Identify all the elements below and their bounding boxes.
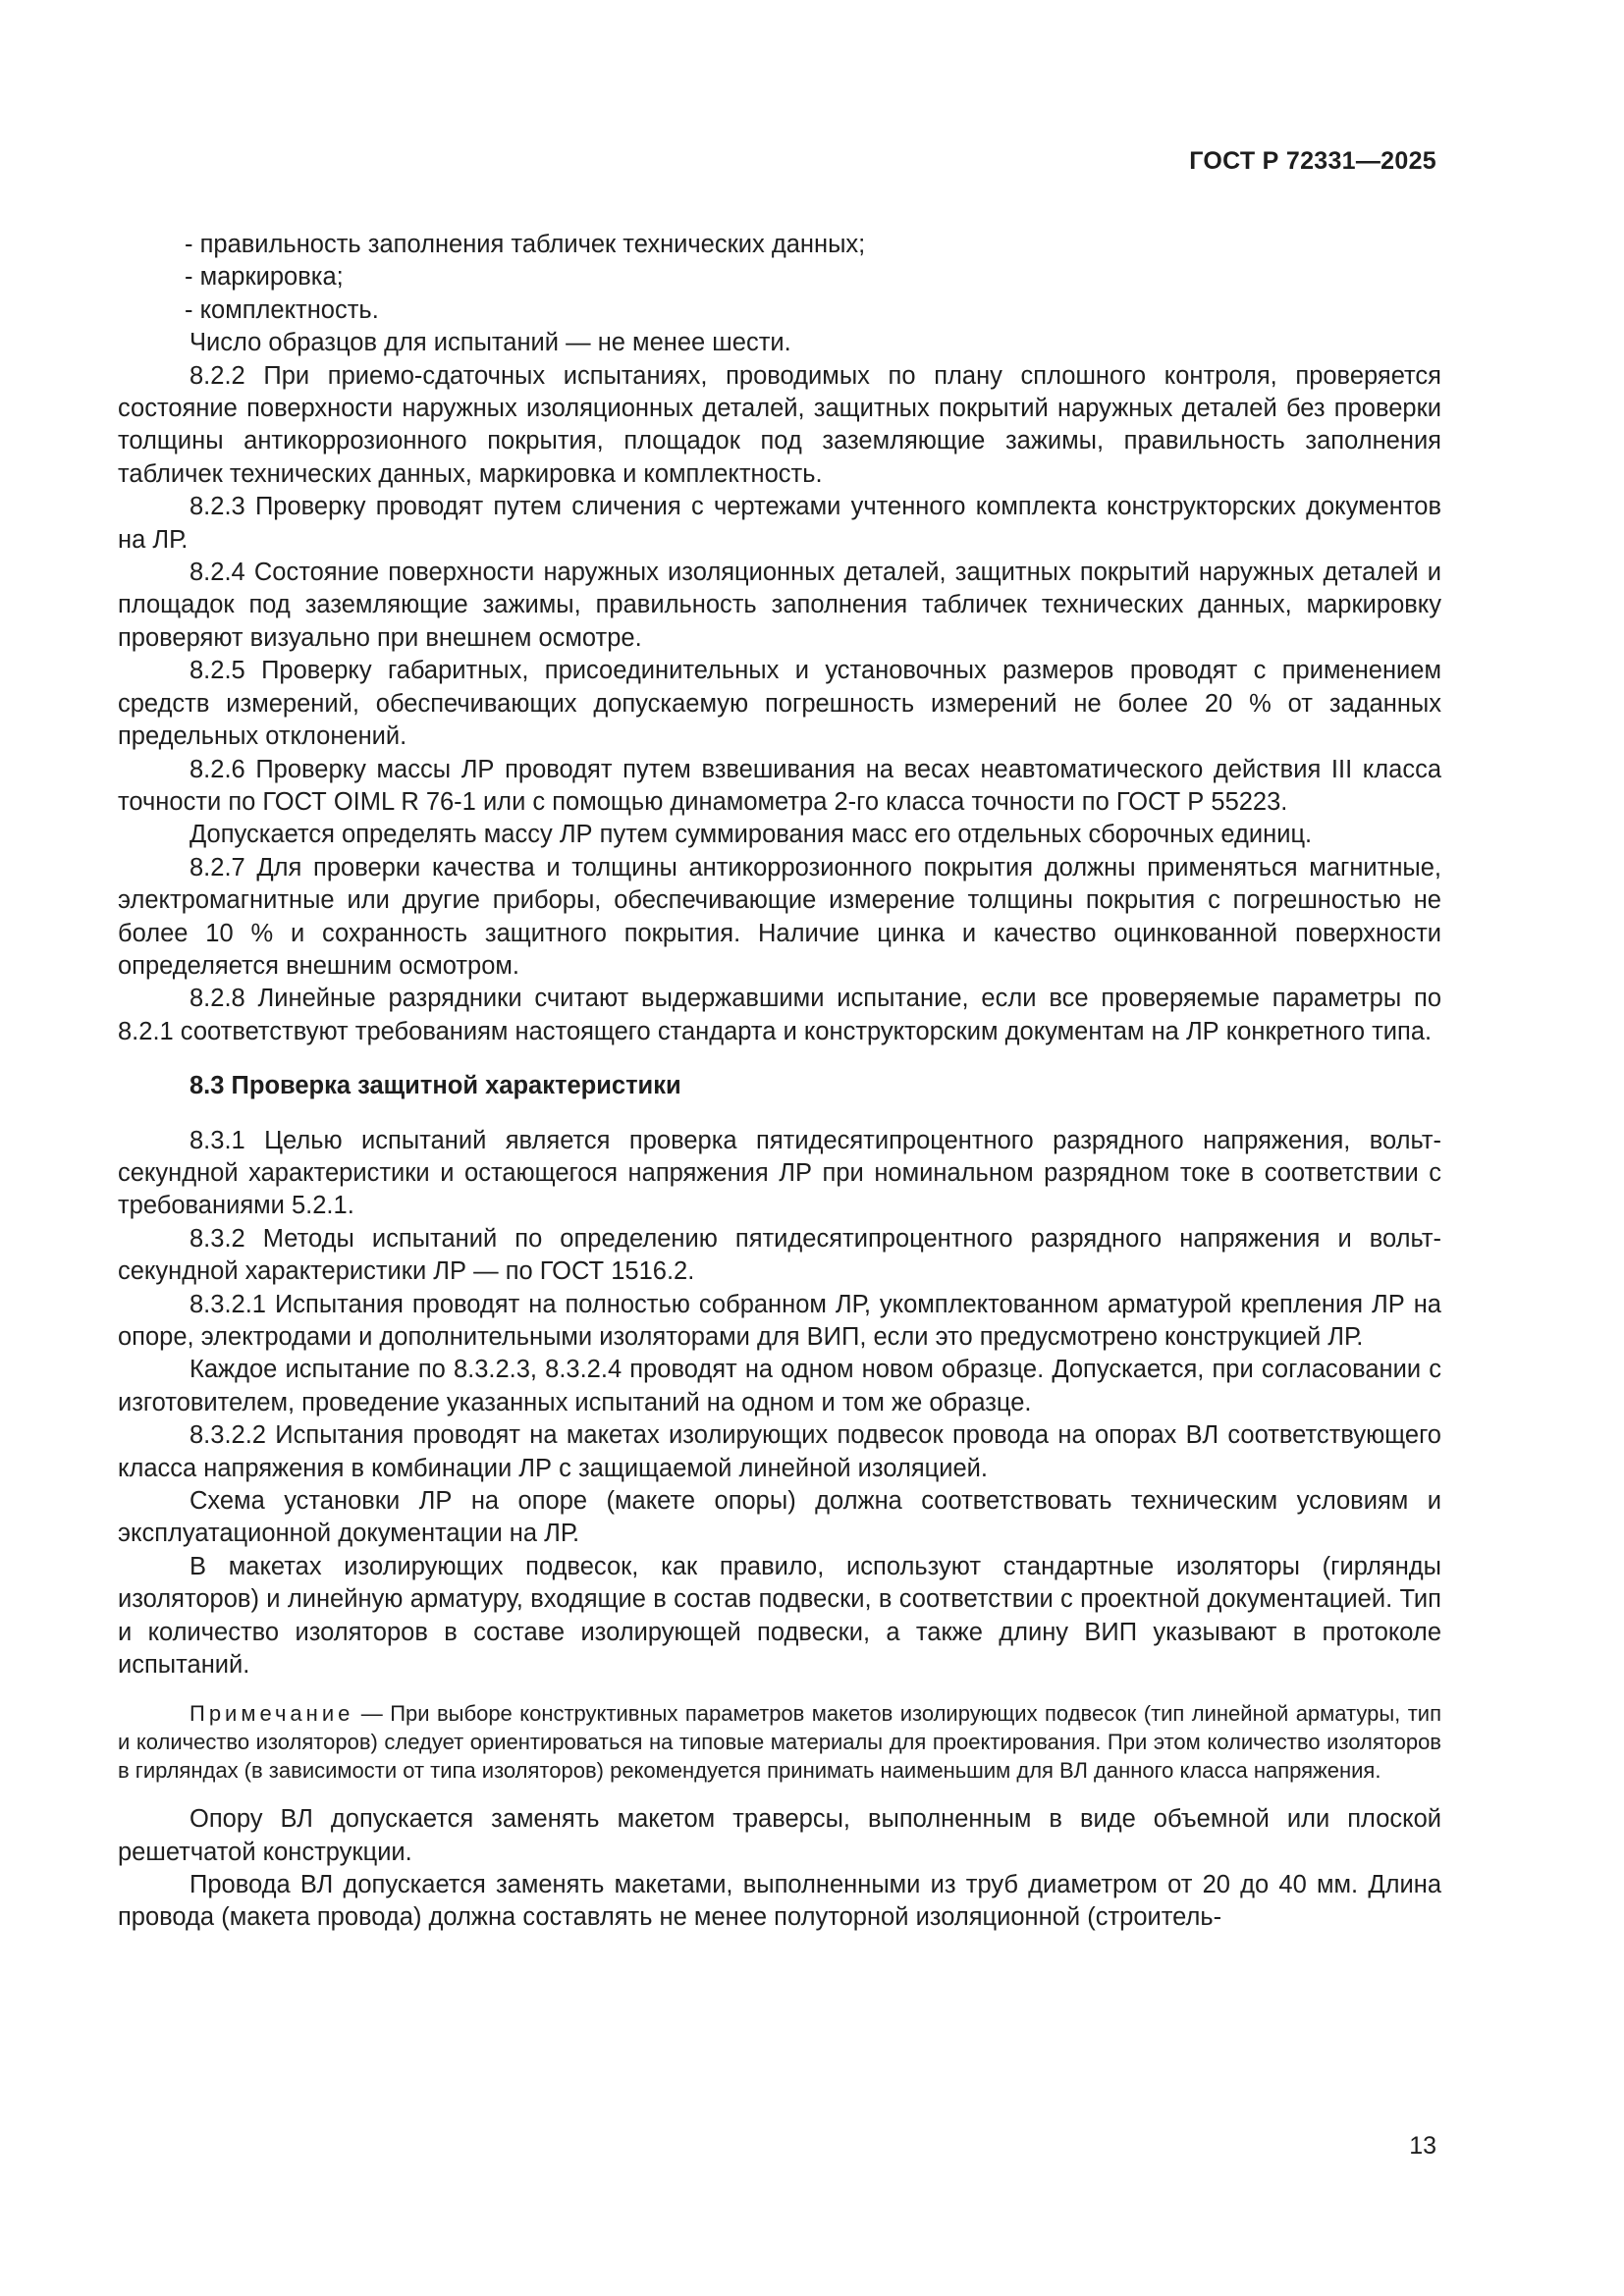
paragraph-8-3-2: 8.3.2 Методы испытаний по определению пятидесятипроцентного разрядного напряжения и вольт-секундной характеристики ЛР — по ГОСТ 1516.2.	[118, 1224, 1441, 1286]
paragraph-samples: Число образцов для испытаний — не менее шести.	[189, 329, 791, 357]
paragraph-scheme: Схема установки ЛР на опоре (макете опоры) должна соответствовать техническим условиям и эксплуатационной документации на ЛР.	[118, 1487, 1441, 1548]
paragraph-8-2-8: 8.2.8 Линейные разрядники считают выдержавшими испытание, если все проверяемые параметры по 8.2.1 соответствуют требованиям настоящего стандарта и конструкторским документам на ЛР конкретного типа.	[118, 985, 1441, 1045]
list-item: - маркировка;	[185, 263, 344, 292]
list-item: - комплектность.	[185, 295, 379, 324]
paragraph-8-2-3: 8.2.3 Проверку проводят путем сличения с чертежами учтенного комплекта конструкторских документов на ЛР.	[118, 493, 1441, 554]
page-number: 13	[1409, 2132, 1436, 2160]
document-body	[118, 229, 1441, 1935]
note-text: — При выборе конструктивных параметров макетов изолирующих подвесок (тип линейной арматуры, тип и количество изоляторов) следует ориентироваться на типовые материалы для проектирования. При этом количество изоляторов в гирляндах (в зависимости от типа изоляторов) рекомендуется принимать наименьшим для ВЛ данного класса напряжения.	[118, 1701, 1441, 1783]
paragraph-mockups: В макетах изолирующих подвесок, как правило, используют стандартные изоляторы (гирлянды изоляторов) и линейную арматуру, входящие в состав подвески, в соответствии с проектной документацией. Тип и количество изоляторов в составе изолирующей подвески, а также длину ВИП указывают в протоколе испытаний.	[118, 1552, 1441, 1680]
paragraph-8-2-5: 8.2.5 Проверку габаритных, присоединительных и установочных размеров проводят с применением средств измерений, обеспечивающих допускаемую погрешность измерений не более 20 % от заданных предельных отклонений.	[118, 657, 1441, 751]
paragraph-wires: Провода ВЛ допускается заменять макетами, выполненными из труб диаметром от 20 до 40 мм. Длина провода (макета провода) должна составлять не менее полуторной изоляционной (строитель-	[118, 1871, 1441, 1932]
paragraph-8-2-4: 8.2.4 Состояние поверхности наружных изоляционных деталей, защитных покрытий наружных деталей и площадок под заземляющие зажимы, правильность заполнения табличек технических данных, маркировку проверяют визуально при внешнем осмотре.	[118, 559, 1441, 652]
paragraph-8-3-2-2: 8.3.2.2 Испытания проводят на макетах изолирующих подвесок провода на опорах ВЛ соответствующего класса напряжения в комбинации ЛР с защищаемой линейной изоляцией.	[118, 1421, 1441, 1482]
paragraph-8-2-7: 8.2.7 Для проверки качества и толщины антикоррозионного покрытия должны применяться магнитные, электромагнитные или другие приборы, обеспечивающие измерение толщины покрытия с погрешностью не более 10 % и сохранность защитного покрытия. Наличие цинка и качество оцинкованной поверхности определяется внешним осмотром.	[118, 853, 1441, 980]
paragraph-8-2-2: 8.2.2 При приемо-сдаточных испытаниях, проводимых по плану сплошного контроля, проверяется состояние поверхности наружных изоляционных деталей, защитных покрытий наружных деталей без проверки толщины антикоррозионного покрытия, площадок под заземляющие зажимы, правильность заполнения табличек технических данных, маркировка и комплектность.	[118, 361, 1441, 488]
paragraph-support: Опору ВЛ допускается заменять макетом траверсы, выполненным в виде объемной или плоской решетчатой конструкции.	[118, 1805, 1441, 1866]
note	[118, 1700, 1441, 1785]
paragraph-8-3-1: 8.3.1 Целью испытаний является проверка пятидесятипроцентного разрядного напряжения, вольт-секундной характеристики и остающегося напряжения ЛР при номинальном разрядном токе в соответствии с требованиями 5.2.1.	[118, 1126, 1441, 1220]
paragraph-8-3-2-1: 8.3.2.1 Испытания проводят на полностью собранном ЛР, укомплектованном арматурой крепления ЛР на опоре, электродами и дополнительными изоляторами для ВИП, если это предусмотрено конструкцией ЛР.	[118, 1290, 1441, 1351]
document-header: ГОСТ Р 72331—2025	[1189, 147, 1436, 175]
list-item: - правильность заполнения табличек технических данных;	[185, 231, 866, 258]
paragraph-mass: Допускается определять массу ЛР путем суммирования масс его отдельных сборочных единиц.	[189, 821, 1313, 849]
note-label: Примечание	[189, 1701, 354, 1727]
section-heading-8-3: 8.3 Проверка защитной характеристики	[189, 1072, 681, 1100]
paragraph-8-2-6: 8.2.6 Проверку массы ЛР проводят путем взвешивания на весах неавтоматического действия III класса точности по ГОСТ OIML R 76-1 или с помощью динамометра 2-го класса точности по ГОСТ Р 55223.	[118, 755, 1441, 816]
paragraph-each-test: Каждое испытание по 8.3.2.3, 8.3.2.4 проводят на одном новом образце. Допускается, при согласовании с изготовителем, проведение указанных испытаний на одном и том же образце.	[118, 1356, 1441, 1416]
